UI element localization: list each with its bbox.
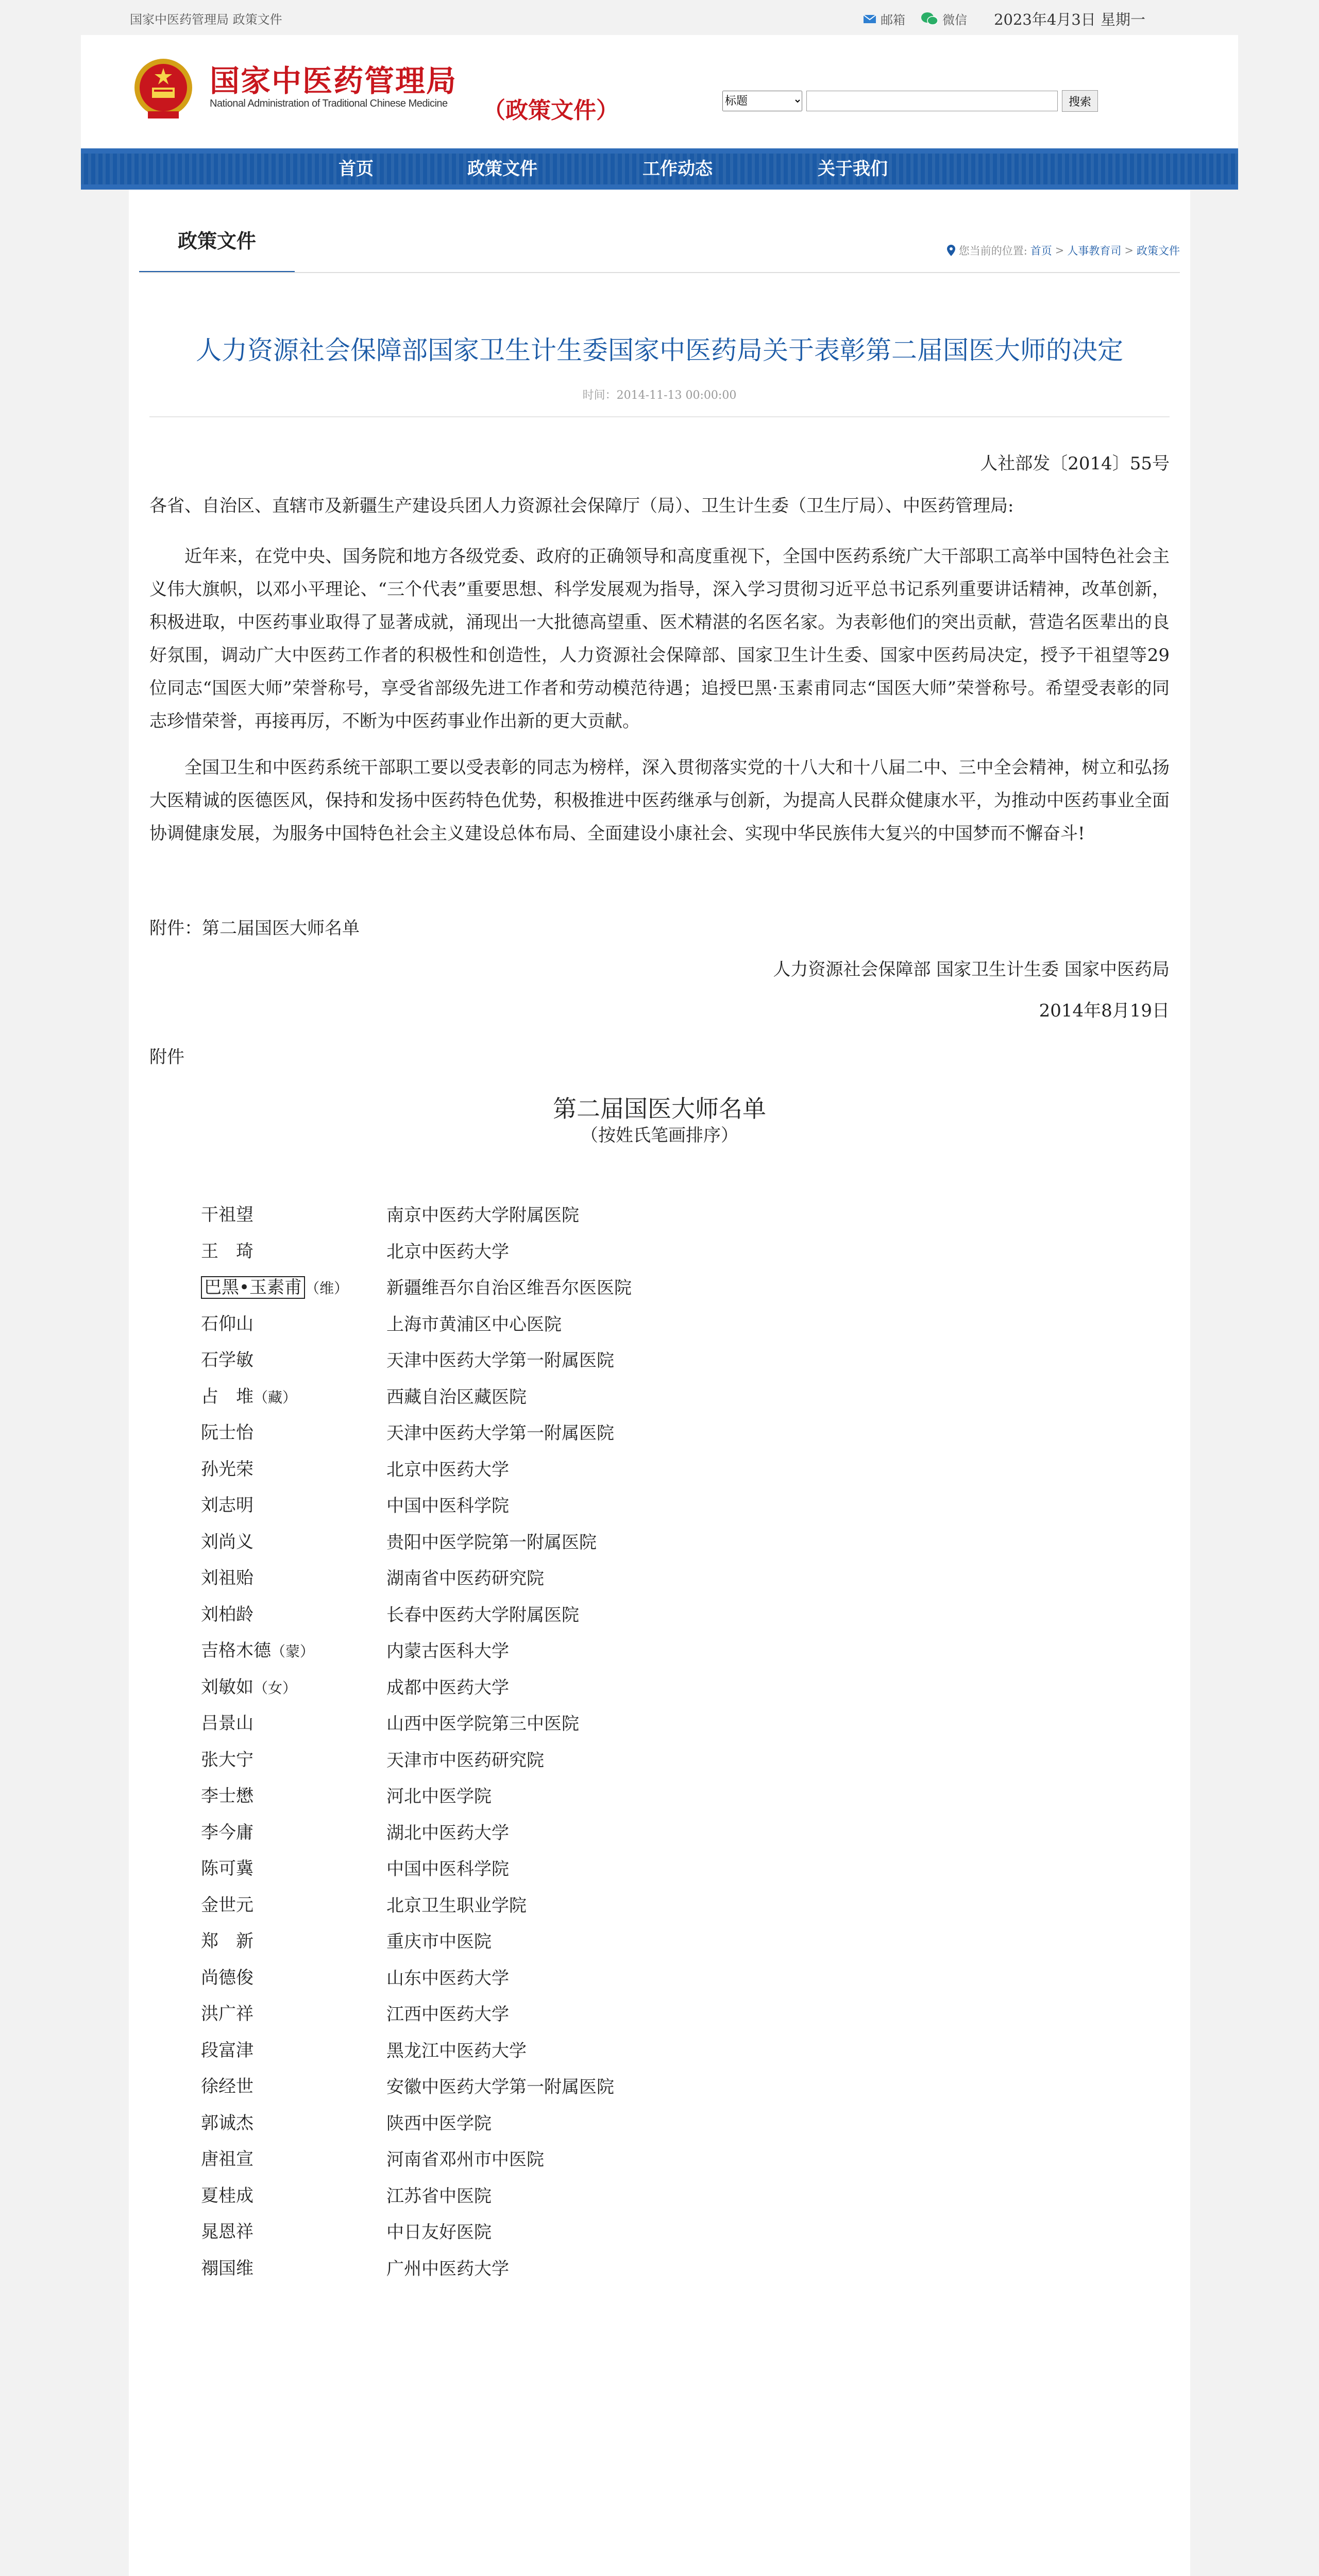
list-item xyxy=(201,2142,1170,2178)
master-org: 北京中医药大学 xyxy=(386,1241,509,1262)
list-item xyxy=(201,2251,1170,2287)
master-name: 郭诚杰 xyxy=(201,2112,253,2133)
list-item xyxy=(201,1742,1170,1779)
master-org: 天津中医药大学第一附属医院 xyxy=(386,1350,614,1371)
breadcrumb-home[interactable]: 首页 xyxy=(1030,245,1052,257)
top-links xyxy=(863,8,1145,29)
master-name: 孙光荣 xyxy=(201,1459,253,1480)
site-logo-english: National Administration of Traditional Chinese Medicine xyxy=(210,98,448,109)
master-note: （藏） xyxy=(253,1388,297,1406)
signers: 人力资源社会保障部 国家卫生计生委 国家中医药局 xyxy=(773,959,1170,980)
attachment-label: 附件 xyxy=(149,1047,184,1067)
master-org: 黑龙江中医药大学 xyxy=(386,2040,527,2061)
article-time: 时间：2014-11-13 00:00:00 xyxy=(582,389,737,402)
master-name: 吕景山 xyxy=(201,1713,253,1734)
master-org: 中国中医科学院 xyxy=(386,1496,509,1517)
master-name: 陈可冀 xyxy=(201,1858,253,1879)
list-title: 第二届国医大师名单 xyxy=(553,1095,766,1123)
location-pin-icon xyxy=(946,244,956,257)
section-subtitle: （政策文件） xyxy=(483,97,619,124)
master-name: 阮士怡 xyxy=(201,1422,253,1444)
site-header xyxy=(81,35,1238,148)
master-name: 尚德俊 xyxy=(201,1967,253,1988)
list-item xyxy=(201,1524,1170,1561)
master-org: 山西中医学院第三中医院 xyxy=(386,1714,579,1735)
master-org: 湖南省中医药研究院 xyxy=(386,1568,544,1589)
list-item xyxy=(201,2033,1170,2070)
list-item xyxy=(201,2214,1170,2251)
list-item xyxy=(201,2178,1170,2215)
document-number: 人社部发〔2014〕55号 xyxy=(980,453,1170,474)
breadcrumb: 您当前的位置: 首页 > 人事教育司 > 政策文件 xyxy=(946,243,1180,258)
master-name: 洪广祥 xyxy=(201,2004,253,2025)
list-item xyxy=(201,1778,1170,1815)
list-item xyxy=(201,1597,1170,1634)
master-org: 北京中医药大学 xyxy=(386,1459,509,1480)
list-item xyxy=(201,1307,1170,1343)
master-name: 干祖望 xyxy=(201,1205,253,1226)
master-name: 刘敏如（女） xyxy=(201,1676,297,1698)
master-note: （女） xyxy=(253,1679,297,1697)
master-name: 刘尚义 xyxy=(201,1531,253,1552)
national-emblem-icon[interactable] xyxy=(132,56,194,123)
paragraph-2: 全国卫生和中医药系统干部职工要以受表彰的同志为榜样，深入贯彻落实党的十八大和十八届二中、三中全会精神，树立和弘扬大医精诚的医德医风，保持和发扬中医药特色优势，积极推进中医药继承与创新，为提高人民群众健康水平，为推动中医药事业全面协调健康发展，为服务中国特色社会主义建设总体布局、全面建设小康社会、实现中华民族伟大复兴的中国梦而不懈奋斗! xyxy=(149,757,1170,844)
master-name: 王 琦 xyxy=(201,1241,253,1262)
section-tab[interactable]: 政策文件 xyxy=(139,215,295,273)
wechat-label: 微信 xyxy=(942,13,968,27)
master-name: 吉格木德（蒙） xyxy=(201,1640,315,1662)
master-name: 石学敏 xyxy=(201,1350,253,1371)
search-bar xyxy=(722,90,1098,112)
list-item xyxy=(201,2106,1170,2142)
top-crumb: 国家中医药管理局 政策文件 xyxy=(130,12,282,27)
master-org: 内蒙古医科大学 xyxy=(386,1641,509,1662)
master-list xyxy=(201,1197,1170,2287)
list-item xyxy=(201,1851,1170,1888)
master-name: 徐经世 xyxy=(201,2076,253,2097)
list-item xyxy=(201,1379,1170,1416)
mail-label: 邮箱 xyxy=(881,13,906,27)
list-item xyxy=(201,1960,1170,1997)
sign-date: 2014年8月19日 xyxy=(1039,1001,1170,1021)
paragraph-1: 近年来，在党中央、国务院和地方各级党委、政府的正确领导和高度重视下，全国中医药系统广大干部职工高举中国特色社会主义伟大旗帜，以邓小平理论、“三个代表”重要思想、科学发展观为指导，深入学习贯彻习近平总书记系列重要讲话精神，改革创新，积极进取，中医药事业取得了显著成就，涌现出一大批德高望重、医术精湛的名医名家。为表彰他们的突出贡献，营造名医辈出的良好氛围，调动广大中医药工作者的积极性和创造性，人力资源社会保障部、国家卫生计生委、国家中医药局决定，授予干祖望等29位同志“国医大师”荣誉称号，享受省部级先进工作者和劳动模范待遇；追授巴黑·玉素甫同志“国医大师”荣誉称号。希望受表彰的同志珍惜荣誉，再接再厉，不断为中医药事业作出新的更大贡献。 xyxy=(149,546,1170,732)
master-org: 成都中医药大学 xyxy=(386,1677,509,1698)
search-button[interactable]: 搜索 xyxy=(1062,90,1098,112)
master-org: 上海市黄浦区中心医院 xyxy=(386,1314,562,1335)
list-item xyxy=(201,1197,1170,1234)
list-item xyxy=(201,1488,1170,1524)
master-name: 金世元 xyxy=(201,1894,253,1916)
article-body xyxy=(149,437,1170,2287)
list-item xyxy=(201,1815,1170,1852)
master-org: 西藏自治区藏医院 xyxy=(386,1386,527,1408)
addressee: 各省、自治区、直辖市及新疆生产建设兵团人力资源社会保障厅（局）、卫生计生委（卫生厅局）、中医药管理局: xyxy=(149,496,1014,516)
master-name: 巴黑•玉素甫 （维） xyxy=(201,1271,386,1305)
master-name: 晁恩祥 xyxy=(201,2222,253,2243)
list-item xyxy=(201,2069,1170,2106)
mail-icon xyxy=(863,14,876,24)
list-item xyxy=(201,1234,1170,1270)
master-org: 湖北中医药大学 xyxy=(386,1822,509,1843)
title-divider xyxy=(149,416,1170,417)
master-org: 中国中医科学院 xyxy=(386,1859,509,1880)
wechat-icon xyxy=(921,12,938,26)
list-item xyxy=(201,1343,1170,1379)
article-title: 人力资源社会保障部国家卫生计生委国家中医药局关于表彰第二届国医大师的决定 xyxy=(196,335,1123,365)
mail-link[interactable] xyxy=(863,10,905,28)
search-input[interactable] xyxy=(806,91,1058,111)
breadcrumb-current[interactable]: 政策文件 xyxy=(1137,245,1180,257)
master-org: 重庆市中医院 xyxy=(386,1931,492,1953)
master-org: 天津中医药大学第一附属医院 xyxy=(386,1423,614,1444)
master-org: 新疆维吾尔自治区维吾尔医医院 xyxy=(386,1278,632,1299)
master-name: 段富津 xyxy=(201,2040,253,2061)
master-org: 江西中医药大学 xyxy=(386,2004,509,2025)
nav-policy[interactable]: 政策文件 xyxy=(467,159,537,179)
master-org: 江苏省中医院 xyxy=(386,2185,492,2207)
master-org: 陕西中医学院 xyxy=(386,2113,492,2134)
top-bar xyxy=(81,0,1238,35)
list-item xyxy=(201,1706,1170,1742)
nav-about[interactable]: 关于我们 xyxy=(818,159,888,179)
master-org: 山东中医药大学 xyxy=(386,1968,509,1989)
master-org: 中日友好医院 xyxy=(386,2222,492,2243)
master-name: 刘志明 xyxy=(201,1495,253,1516)
breadcrumb-label: 您当前的位置: xyxy=(958,245,1027,257)
master-name: 李今庸 xyxy=(201,1822,253,1843)
main-content xyxy=(129,190,1190,2576)
master-org: 贵阳中医学院第一附属医院 xyxy=(386,1532,597,1553)
master-note: （蒙） xyxy=(271,1643,315,1660)
master-name: 夏桂成 xyxy=(201,2185,253,2206)
master-note: （维） xyxy=(305,1280,349,1297)
master-org: 北京卫生职业学院 xyxy=(386,1895,527,1916)
master-name: 占 堆（藏） xyxy=(201,1386,297,1407)
master-org: 广州中医药大学 xyxy=(386,2258,509,2279)
list-item xyxy=(201,1633,1170,1670)
master-name: 唐祖宣 xyxy=(201,2149,253,2170)
list-item xyxy=(201,1924,1170,1960)
list-item xyxy=(201,1561,1170,1597)
list-subtitle: （按姓氏笔画排序） xyxy=(581,1125,738,1146)
nav-home[interactable]: 首页 xyxy=(339,159,374,179)
list-item xyxy=(201,1670,1170,1706)
master-name: 禤国维 xyxy=(201,2258,253,2279)
breadcrumb-dept[interactable]: 人事教育司 xyxy=(1067,245,1122,257)
list-item xyxy=(201,1996,1170,2033)
master-org: 天津市中医药研究院 xyxy=(386,1750,544,1771)
master-org: 南京中医药大学附属医院 xyxy=(386,1205,579,1226)
current-date: 2023年4月3日 星期一 xyxy=(994,11,1145,28)
list-item xyxy=(201,1452,1170,1488)
master-org: 河南省邓州市中医院 xyxy=(386,2149,544,2171)
nav-work-news[interactable]: 工作动态 xyxy=(642,159,713,179)
site-logo-title[interactable]: 国家中医药管理局 xyxy=(210,63,458,98)
master-name: 刘柏龄 xyxy=(201,1604,253,1625)
section-divider xyxy=(139,272,1180,273)
master-org: 安徽中医药大学第一附属医院 xyxy=(386,2077,614,2098)
master-name: 郑 新 xyxy=(201,1931,253,1952)
list-item xyxy=(201,1270,1170,1307)
list-item xyxy=(201,1888,1170,1924)
wechat-link[interactable] xyxy=(921,10,967,28)
master-name: 石仰山 xyxy=(201,1313,253,1334)
search-scope-select[interactable] xyxy=(722,91,802,111)
attachment-note: 附件：第二届国医大师名单 xyxy=(149,918,360,939)
master-name: 李士懋 xyxy=(201,1786,253,1807)
list-item xyxy=(201,1415,1170,1452)
master-org: 长春中医药大学附属医院 xyxy=(386,1604,579,1625)
main-nav xyxy=(81,148,1238,190)
master-org: 河北中医学院 xyxy=(386,1786,492,1807)
master-name: 刘祖贻 xyxy=(201,1568,253,1589)
master-name: 张大宁 xyxy=(201,1749,253,1770)
